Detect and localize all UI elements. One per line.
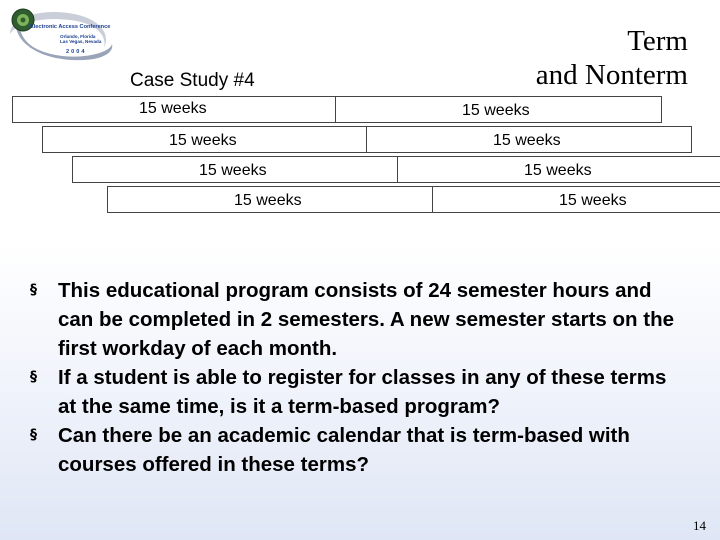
bullet-text: This educational program consists of 24 semester hours and can be completed in 2 semesters. A new semester starts on the first workday of each month. [58,279,674,360]
term-box-right [432,186,720,213]
term-box-label: 15 weeks [462,102,530,119]
term-box-left [107,186,433,213]
term-box-left [42,126,367,153]
term-box-label: 15 weeks [169,132,237,149]
logo-cities [60,34,101,45]
bullet-item [30,363,690,421]
bullet-item [30,421,690,479]
term-box-left [72,156,398,183]
logo-city-2: Las Vegas, Nevada [60,39,102,45]
term-box-label: 15 weeks [199,162,267,179]
slide-title [536,24,688,92]
term-box-right [397,156,720,183]
bullet-text: If a student is able to register for classes in any of these terms at the same time, is it a term-based program? [58,366,667,418]
logo-name: Electronic Access Conference [30,24,111,30]
bullet-text: Can there be an academic calendar that is term-based with courses offered in these terms? [58,424,630,476]
term-box-label: 15 weeks [524,162,592,179]
conference-logo [4,4,116,66]
slide-title-line-2: and Nonterm [535,59,688,91]
logo-year: 2004 [66,49,87,55]
term-box-label: 15 weeks [493,132,561,149]
bullet-marker-icon: § [30,282,37,298]
term-box-left [12,96,336,123]
term-box-label: 15 weeks [139,100,207,117]
term-box-label: 15 weeks [559,192,627,209]
logo-city-1: Orlando, Florida [60,34,96,39]
bullet-marker-icon: § [30,427,37,443]
term-box-right [335,96,662,123]
case-study-title: Case Study #4 [130,70,255,91]
slide-title-line-1: Term [627,25,688,57]
bullet-marker-icon: § [30,369,37,385]
term-box-label: 15 weeks [234,192,302,209]
bullet-item [30,276,690,363]
term-box-right [366,126,692,153]
bullet-list [30,276,690,479]
page-number: 14 [693,518,706,533]
